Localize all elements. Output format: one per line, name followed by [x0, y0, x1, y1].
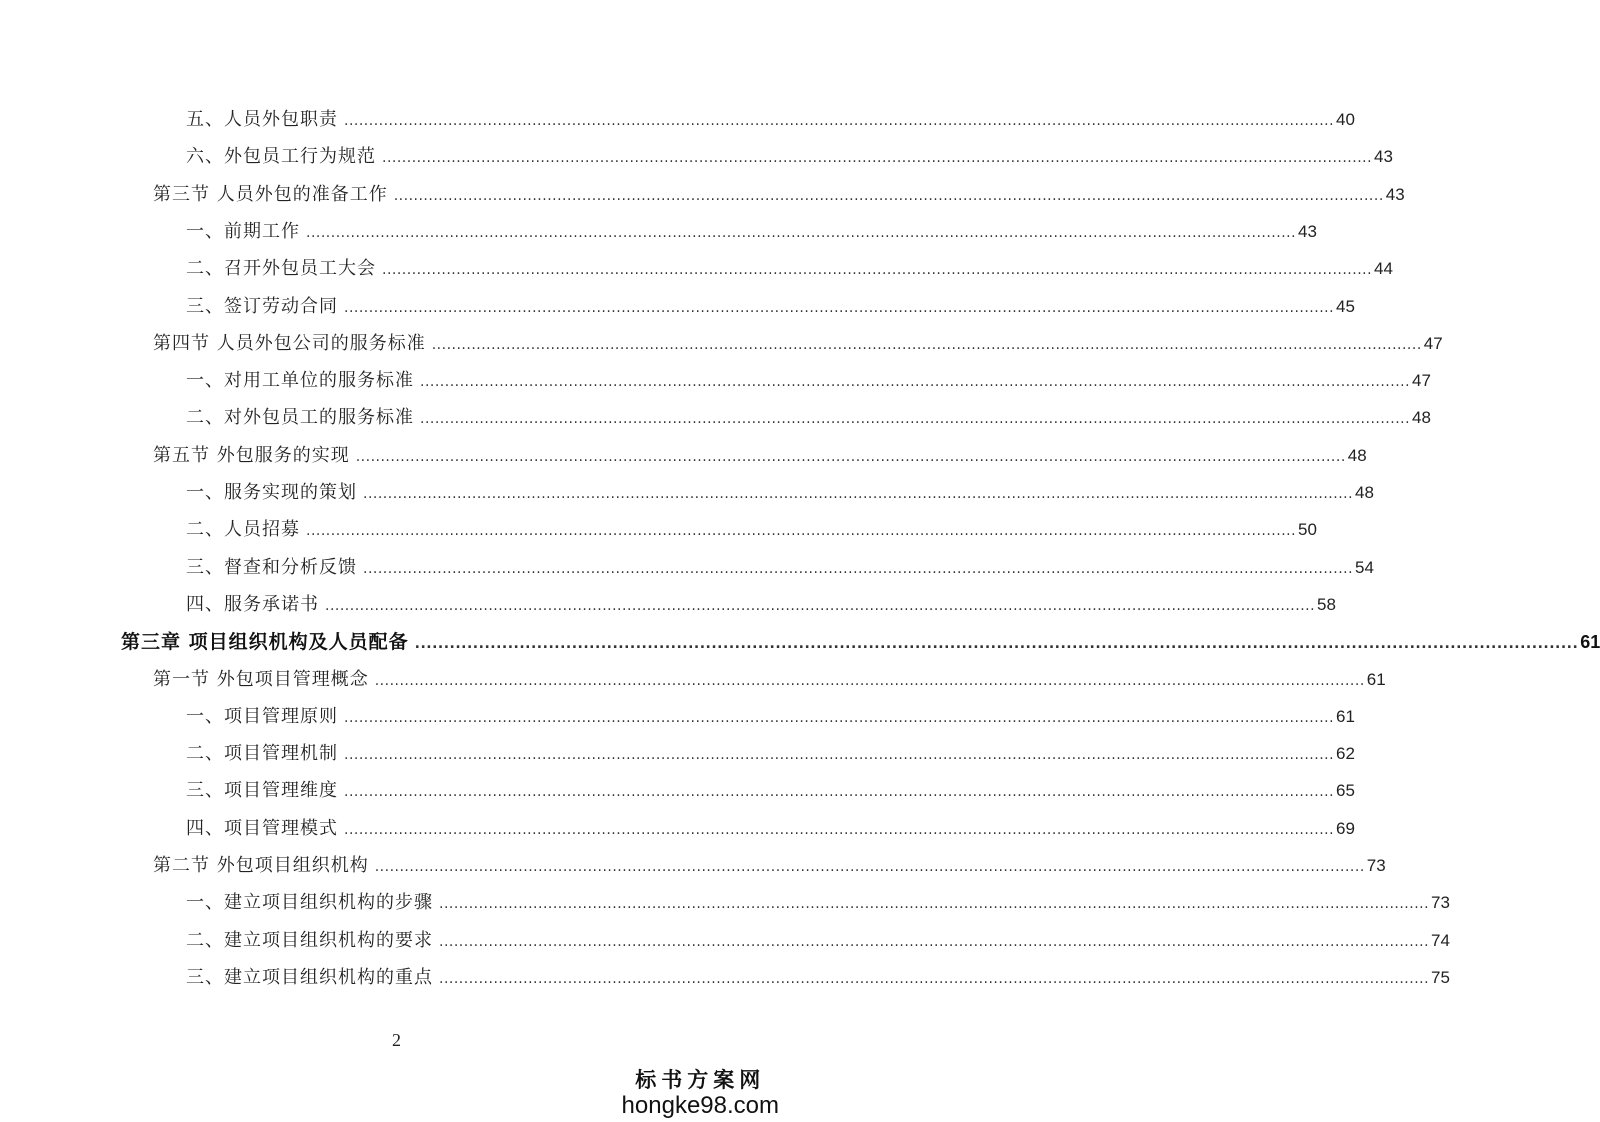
toc-entry-page: 73 — [1366, 856, 1386, 875]
toc-leader-dots: ........................................................................................................................................................................................................ — [374, 859, 1365, 875]
toc-leader-dots: ........................................................................................................................................................................................................ — [382, 150, 1373, 166]
toc-entry-page: 48 — [1412, 408, 1431, 427]
toc-leader-dots: ........................................................................................................................................................................................................ — [382, 262, 1373, 278]
watermark-site-name: 标书方案网 — [635, 1067, 766, 1092]
toc-entry-label: 一、前期工作 — [186, 221, 300, 242]
toc-entry-page: 54 — [1355, 558, 1374, 577]
watermark-url: hongke98.com — [621, 1092, 779, 1119]
toc-entry-label: 一、建立项目组织机构的步骤 — [186, 892, 433, 913]
toc-leader-dots: ........................................................................................................................................................................................................ — [325, 598, 1316, 614]
toc-entry-label: 第三节 人员外包的准备工作 — [153, 184, 388, 205]
toc-entry-page: 61 — [1580, 632, 1600, 652]
toc-leader-dots: ........................................................................................................................................................................................................ — [431, 337, 1422, 353]
toc-leader-dots: ........................................................................................................................................................................................................ — [363, 561, 1354, 577]
toc-entry-label: 第一节 外包项目管理概念 — [153, 669, 369, 690]
toc-entry[interactable] — [186, 255, 1393, 283]
toc-entry-page: 43 — [1298, 222, 1317, 241]
toc-leader-dots: ........................................................................................................................................................................................................ — [420, 411, 1411, 427]
toc-entry[interactable] — [186, 964, 1450, 992]
toc-entry[interactable] — [186, 479, 1374, 507]
site-watermark — [622, 1064, 779, 1120]
toc-entry[interactable] — [153, 666, 1386, 694]
toc-entry-label: 第三章 项目组织机构及人员配备 — [121, 631, 409, 653]
toc-leader-dots: ........................................................................................................................................................................................................ — [344, 710, 1335, 726]
toc-entry-label: 二、人员招募 — [186, 519, 300, 540]
toc-entry[interactable] — [186, 927, 1450, 955]
toc-entry[interactable] — [186, 889, 1450, 917]
toc-leader-dots: ........................................................................................................................................................................................................ — [306, 225, 1297, 241]
toc-leader-dots: ........................................................................................................................................................................................................ — [344, 822, 1335, 838]
toc-entry[interactable] — [186, 703, 1355, 731]
toc-entry-page: 48 — [1355, 483, 1374, 502]
toc-entry-label: 三、项目管理维度 — [186, 780, 338, 801]
toc-entry-page: 50 — [1298, 520, 1317, 539]
toc-leader-dots: ........................................................................................................................................................................................................ — [414, 636, 1579, 652]
toc-entry-page: 75 — [1431, 968, 1450, 987]
toc-entry[interactable] — [186, 367, 1431, 395]
toc-entry-label: 二、召开外包员工大会 — [186, 258, 376, 279]
toc-entry[interactable] — [186, 777, 1355, 805]
toc-entry-page: 61 — [1336, 707, 1355, 726]
toc-entry[interactable] — [153, 852, 1386, 880]
page-number: 2 — [392, 1030, 401, 1050]
toc-entry-label: 三、督查和分析反馈 — [186, 557, 357, 578]
toc-entry[interactable] — [186, 554, 1374, 582]
toc-leader-dots: ........................................................................................................................................................................................................ — [439, 934, 1430, 950]
toc-entry-page: 44 — [1374, 259, 1393, 278]
toc-entry[interactable] — [186, 404, 1431, 432]
toc-leader-dots: ........................................................................................................................................................................................................ — [355, 449, 1346, 465]
toc-entry-label: 三、建立项目组织机构的重点 — [186, 967, 433, 988]
toc-entry[interactable] — [186, 740, 1355, 768]
toc-entry-page: 47 — [1412, 371, 1431, 390]
toc-entry[interactable] — [153, 181, 1405, 209]
toc-leader-dots: ........................................................................................................................................................................................................ — [393, 188, 1384, 204]
toc-entry[interactable] — [186, 815, 1355, 843]
toc-entry[interactable] — [186, 516, 1317, 544]
toc-leader-dots: ........................................................................................................................................................................................................ — [344, 300, 1335, 316]
toc-entry[interactable] — [186, 143, 1393, 171]
toc-entry-label: 二、项目管理机制 — [186, 743, 338, 764]
toc-leader-dots: ........................................................................................................................................................................................................ — [439, 896, 1430, 912]
toc-leader-dots: ........................................................................................................................................................................................................ — [363, 486, 1354, 502]
toc-entry-label: 四、服务承诺书 — [186, 594, 319, 615]
toc-leader-dots: ........................................................................................................................................................................................................ — [306, 523, 1297, 539]
toc-entry-label: 第五节 外包服务的实现 — [153, 445, 350, 466]
toc-entry-page: 62 — [1336, 744, 1355, 763]
toc-entry-page: 58 — [1317, 595, 1336, 614]
toc-entry-label: 一、对用工单位的服务标准 — [186, 370, 414, 391]
toc-entry-label: 第四节 人员外包公司的服务标准 — [153, 333, 426, 354]
toc-leader-dots: ........................................................................................................................................................................................................ — [420, 374, 1411, 390]
toc-entry[interactable] — [186, 218, 1317, 246]
toc-leader-dots: ........................................................................................................................................................................................................ — [344, 784, 1335, 800]
toc-entry[interactable] — [186, 106, 1355, 134]
toc-leader-dots: ........................................................................................................................................................................................................ — [439, 971, 1430, 987]
toc-entry-label: 三、签订劳动合同 — [186, 296, 338, 317]
toc-entry-label: 四、项目管理模式 — [186, 818, 338, 839]
toc-entry[interactable] — [186, 591, 1336, 619]
toc-entry-label: 一、项目管理原则 — [186, 706, 338, 727]
toc-entry-page: 61 — [1366, 670, 1386, 689]
toc-entry-page: 43 — [1374, 147, 1393, 166]
toc-leader-dots: ........................................................................................................................................................................................................ — [344, 747, 1335, 763]
toc-entry[interactable] — [153, 442, 1367, 470]
toc-entry-page: 40 — [1336, 110, 1355, 129]
toc-entry-page: 65 — [1336, 781, 1355, 800]
toc-entry-label: 六、外包员工行为规范 — [186, 146, 376, 167]
toc-entry[interactable] — [153, 330, 1443, 358]
toc-entry-label: 五、人员外包职责 — [186, 109, 338, 130]
toc-entry-page: 43 — [1385, 185, 1405, 204]
toc-entry-label: 二、对外包员工的服务标准 — [186, 407, 414, 428]
toc-entry-page: 73 — [1431, 893, 1450, 912]
toc-entry-page: 74 — [1431, 931, 1450, 950]
toc-entry-page: 47 — [1423, 334, 1443, 353]
toc-entry[interactable] — [186, 293, 1355, 321]
toc-leader-dots: ........................................................................................................................................................................................................ — [374, 673, 1365, 689]
toc-entry-page: 69 — [1336, 819, 1355, 838]
toc-entry-label: 一、服务实现的策划 — [186, 482, 357, 503]
toc-entry-label: 二、建立项目组织机构的要求 — [186, 930, 433, 951]
toc-entry-page: 45 — [1336, 297, 1355, 316]
toc-leader-dots: ........................................................................................................................................................................................................ — [344, 113, 1335, 129]
toc-entry-page: 48 — [1347, 446, 1367, 465]
toc-entry[interactable] — [121, 628, 1600, 656]
toc-entry-label: 第二节 外包项目组织机构 — [153, 855, 369, 876]
